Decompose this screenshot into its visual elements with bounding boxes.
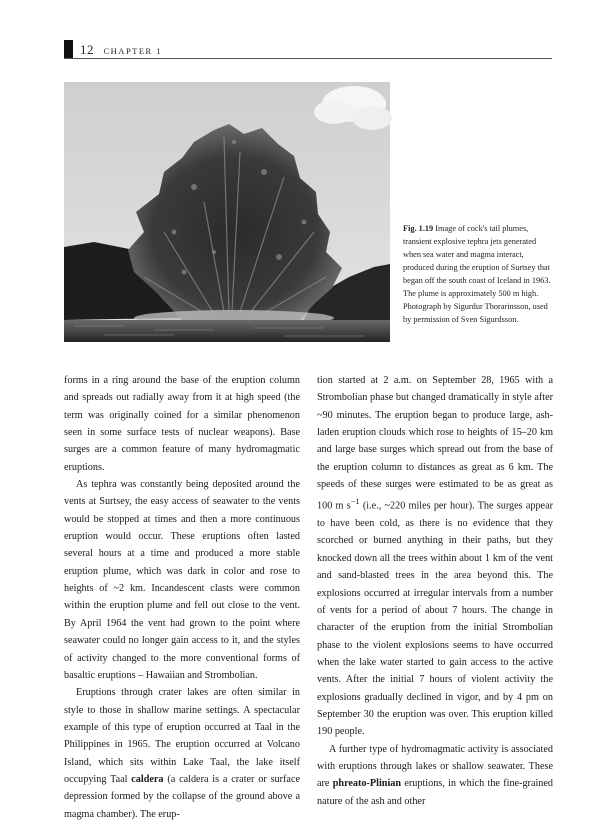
- page-number: 12: [80, 42, 94, 57]
- figure-caption-text: Image of cock's tail plumes, transient explosive tephra jets generated when sea water and magma interact, produced during the eruption of Surtsey that began off the south coast of Iceland in 1963. The plume is approximately 500 m high. Photograph by Sigurdur Thorarinsson, used by permission of Sven Sigurdsson.: [403, 224, 551, 324]
- paragraph: [317, 741, 553, 810]
- paragraph-text: tion started at 2 a.m. on September 28, 1965 with a Strombolian phase but changed dramatically in style after ~90 minutes. The eruption began to produce large, ash-laden eruption clouds which rose to heights of 15–20 km and large base surges which spread out from the base of the eruption column to distances as great as 6 km. The speeds of these surges were estimated to be as great as 100 m s: [317, 375, 553, 512]
- paragraph-text: A further type of hydromagmatic activity is associated with eruptions through lakes or shallow seawater. These are: [317, 743, 553, 790]
- header-marker: [64, 40, 73, 59]
- paragraph: [64, 684, 300, 823]
- eruption-photo-illustration: [64, 82, 390, 342]
- chapter-label: CHAPTER 1: [103, 46, 163, 56]
- figure-photo: [64, 82, 390, 342]
- paragraph-text: Eruptions through crater lakes are often similar in style to those in shallow marine settings. A spectacular example of this type of eruption occurred at Taal in the Philippines in 1965. The eruption occurred at Volcano Island, which sits within Lake Taal, the lake itself occupying Taal: [64, 687, 300, 785]
- superscript: −1: [350, 496, 360, 507]
- running-header: [80, 42, 162, 58]
- paragraph-text: eruptions, in which the fine-grained nature of the ash and other: [317, 778, 553, 807]
- header-rule: [64, 58, 552, 59]
- body-column-left: [64, 372, 300, 823]
- glossary-term: phreato-Plinian: [332, 778, 402, 790]
- paragraph: [317, 372, 553, 741]
- paragraph-text: (a caldera is a crater or surface depression formed by the collapse of the ground above a magma chamber). The erup-: [64, 773, 300, 820]
- body-column-right: [317, 372, 553, 810]
- paragraph-text: (i.e., ~220 miles per hour). The surges appear to have been cold, as there is no evidence that they scorched or burned anything in their paths, but they knocked down all the trees within about 1 km of the vent and sand-blasted trees in the area beyond this. The explosions occurred at irregular intervals from a number of vents for a period of about 7 hours. The change in character of the eruption from the initial Strombolian phase to the violent explosions seems to have occurred when the lake water started to gain access to the active vents. After the initial 7 hours of violent activity the explosions gradually declined in vigor, and by 4 pm on September 30 the eruption was over. This eruption killed 190 people.: [317, 500, 553, 738]
- figure-caption: [403, 222, 553, 326]
- glossary-term: caldera: [131, 773, 164, 785]
- paragraph: forms in a ring around the base of the eruption column and spreads out radially away from it at high speed (the term was originally coined for a similar phenomenon seen in some surface tests of nuclear weapons). Base surges are a common feature of many hydromagmatic eruptions.: [64, 375, 300, 473]
- figure-label: Fig. 1.19: [403, 224, 434, 233]
- paragraph: As tephra was constantly being deposited around the vents at Surtsey, the easy access of seawater to the vents would be stopped at times and then a more continuous eruption would occur. These eruptions often lasted several hours at a time and produced a more stable eruption plume, which was dark in color and rose to heights of ~2 km. Incandescent clasts were common within the eruption plume and fell out close to the vent. By April 1964 the vent had grown to the point where seawater could no longer gain access to it, and the styles of activity changed to the more conventional forms of basaltic eruptions – Hawaiian and Strombolian.: [64, 479, 300, 681]
